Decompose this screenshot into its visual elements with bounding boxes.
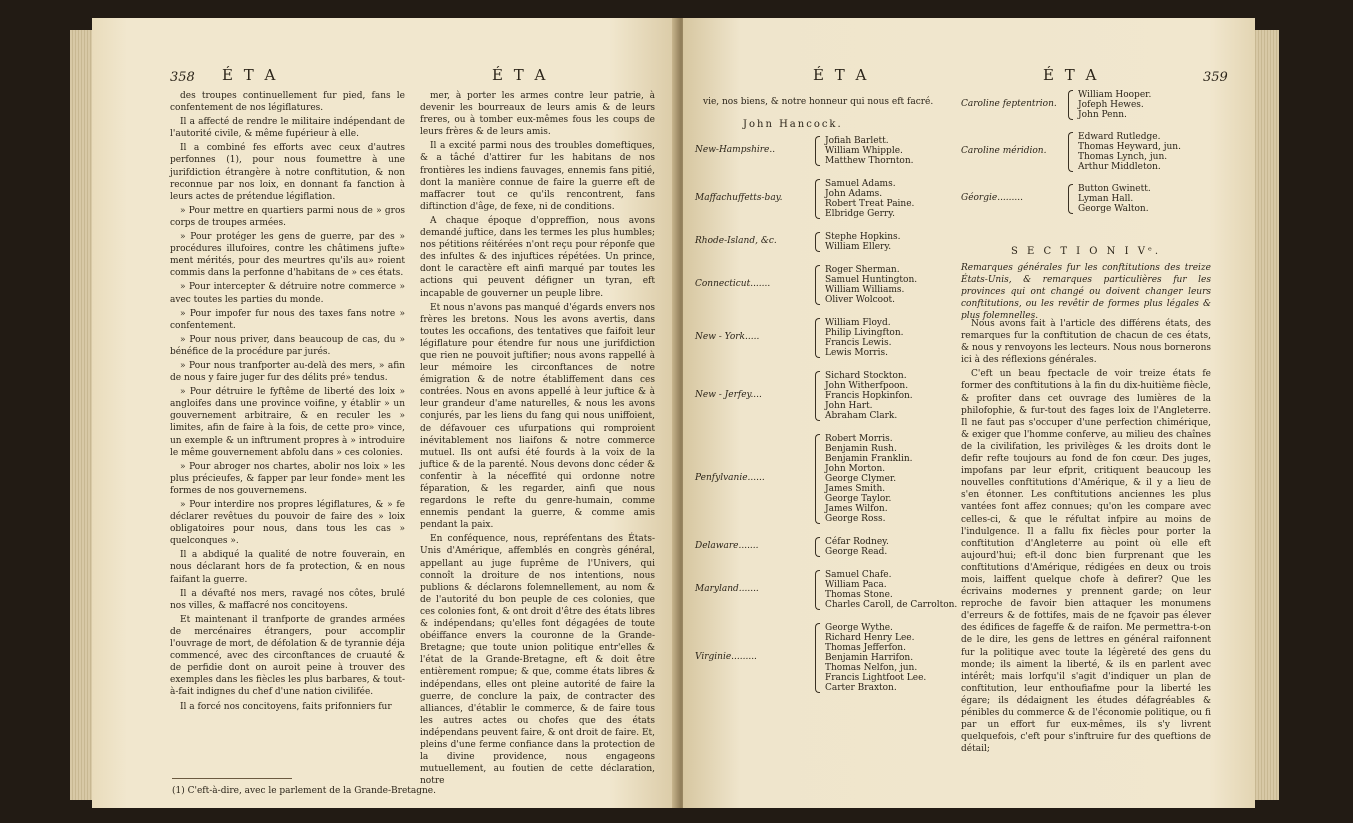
signer-name: George Wythe. [825,623,893,633]
signer-name: Oliver Wolcoot. [825,295,896,305]
signer-name: Samuel Huntington. [825,275,918,285]
signer-name: George Ross. [825,514,886,524]
signer-name: Thomas Jefferfon. [825,643,906,653]
paragraph: A chaque époque d'oppreffion, nous avons demandé juftice, dans les termes les plus humbles; nos pétitions réitérées n'ont reçu pour réponfe que des infultes & des injuftices répétées. Un prince, dont le caractère eft ainfi marqué par toutes les actions qui peuvent défigner un tyran, eft incapable de gouverner un peuple libre. [420,215,655,299]
signer-name: William Whipple. [825,146,903,156]
signer-name: John Witherfpoon. [825,381,909,391]
paragraph: Et nous n'avons pas manqué d'égards envers nos frères les bretons. Nous les avons avertis, dans toutes les occafions, des tentatives que faifoit leur légiflature pour étendre fur nous une jurifdiction que rien ne pouvoit juftifier; nous avons rappellé à leur mémoire les circonftances de notre émigration & de notre établiffement dans ces contrées. Nous en avons appellé à leur juftice & à leur grandeur d'ame naturelles, & nous les avons conjurés, par les liens du fang qui nous uniffoient, de défavouer ces ufurpations qui romproient inévitablement nos liaifons & notre commerce mutuel. Ils ont aufsi été fourds à la voix de la juftice & de la parenté. Nous devons donc céder & confentir à la néceffité qui ordonne notre féparation, & les regarder, ainfi que nous regardons le refte du genre-humain, comme ennemis pendant la guerre, & comme amis pendant la paix. [420,302,655,531]
signer-list [825,265,965,305]
state-name: New - York..... [695,332,760,342]
signer-list [825,570,965,610]
state-name: Penfylvanie...... [695,473,765,483]
signer-name: Edward Rutledge. [1078,132,1161,142]
state-name: Maryland....... [695,584,759,594]
running-header-right-1: É T A [813,66,870,84]
state-name: Delaware....... [695,541,759,551]
state-name: Caroline méridion. [961,146,1047,156]
signer-name: Button Gwinett. [1078,184,1151,194]
right-column-2-text [961,318,1211,757]
brace [815,136,820,166]
signer-list [825,434,965,524]
signer-name: Elbridge Gerry. [825,209,895,219]
signer-name: Stephe Hopkins. [825,232,901,242]
signer-list [825,136,965,166]
paragraph: » Pour nous priver, dans beaucoup de cas, du » bénéfice de la procédure par jurés. [170,334,405,357]
signer-name: Thomas Stone. [825,590,893,600]
paragraph: » Pour impofer fur nous des taxes fans notre » confentement. [170,308,405,331]
signer-name: James Wilfon. [825,504,888,514]
signer-name: Thomas Heyward, jun. [1078,142,1181,152]
footnote: (1) C'eft-à-dire, avec le parlement de la Grande-Bretagne. [172,786,436,796]
page-edges-left [70,30,94,800]
signer-name: Lewis Morris. [825,348,888,358]
paragraph: Et maintenant il tranfporte de grandes armées de mercénaires étrangers, pour accomplir l'ouvrage de mort, de défolation & de tyrannie déja commencé, avec des circonftances de cruauté & de perfidie dont on auroit peine à trouver des exemples dans les fiècles les plus barbares, & tout-à-fait indignes du chef d'une nation civilifée. [170,614,405,698]
running-header-right-2: É T A [1043,66,1100,84]
brace [815,232,820,252]
brace [815,570,820,610]
signer-name: George Read. [825,547,888,557]
left-column-2 [420,90,655,789]
signer-name: Céfar Rodney. [825,537,889,547]
brace [1068,132,1073,172]
signer-name: John Morton. [825,464,886,474]
state-name: Maffachuffetts-bay. [695,193,783,203]
signer-name: Charles Caroll, de Carrolton. [825,600,958,610]
state-name: New-Hampshire.. [695,145,776,155]
running-header-left-2: É T A [492,66,549,84]
signer-name: Robert Treat Paine. [825,199,915,209]
brace [1068,90,1073,120]
signer-name: Jofeph Hewes. [1078,100,1144,110]
paragraph: Il a excité parmi nous des troubles domeftiques, & a tâché d'attirer fur les habitans de nos frontières les indiens fauvages, ennemis fans pitié, dont la manière connue de faire la guerre eft de maffacrer tout ce qu'ils rencontrent, fans diftinction d'âge, de fexe, ni de conditions. [420,141,655,212]
signer-name: Carter Braxton. [825,683,897,693]
signer-name: John Adams. [825,189,883,199]
state-name: Virginie......... [695,652,757,662]
paragraph: des troupes continuellement fur pied, fans le confentement de nos légiflatures. [170,91,405,114]
signer-name: Abraham Clark. [825,411,898,421]
paragraph: Il a forcé nos concitoyens, faits prifonniers fur [180,701,392,712]
state-name: Géorgie......... [961,193,1023,203]
paragraph: » Pour détruire le fyftême de liberté des loix » angloifes dans une province voifine, y établir » un gouvernement arbitraire, & en reculer les » limites, afin de faire à la fois, de cette pro» vince, un exemple & un inftrument propres à » introduire le même gouvernement abfolu dans » ces colonies. [170,387,405,458]
brace [815,623,820,693]
brace [1068,184,1073,214]
signer-name: John Penn. [1078,110,1127,120]
signer-list [825,623,965,693]
state-name: Caroline feptentrion. [961,99,1057,109]
signer-list [825,179,965,219]
signer-name: William Hooper. [1078,90,1152,100]
signer-name: Sichard Stockton. [825,371,907,381]
signer-name: Francis Lewis. [825,338,892,348]
signer-name: Matthew Thornton. [825,156,914,166]
paragraph: » Pour protéger les gens de guerre, par des » procédures illufoires, contre les châtimens jufte» ment mérités, pour des meurtres qu'ils au» roient commis dans la perfonne d'habitans de » ces états. [170,232,405,279]
left-column-1 [170,90,405,715]
signer-name: Roger Sherman. [825,265,900,275]
paragraph: Il a abdiqué la qualité de notre fouverain, en nous déclarant hors de fa protection, & en nous faifant la guerre. [170,550,405,585]
signer-name: William Ellery. [825,242,892,252]
right-page [683,18,1255,808]
paragraph: mer, à porter les armes contre leur patrie, à devenir les bourreaux de leurs amis & de leurs freres, ou à tomber eux-mêmes fous les coups de leurs frères & de leurs amis. [420,91,655,138]
declaration-closing: vie, nos biens, & notre honneur qui nous eft facré. [703,97,934,107]
signer-list [825,318,965,358]
paragraph: » Pour intercepter & détruire notre commerce » avec toutes les parties du monde. [170,282,405,305]
left-page [92,18,680,808]
page-number-right: 359 [1203,70,1228,85]
state-name: New - Jerfey.... [695,390,762,400]
signer-name: Francis Hopkinfon. [825,391,913,401]
signer-name: George Walton. [1078,204,1149,214]
paragraph: » Pour nous tranfporter au-delà des mers, » afin de nous y faire juger fur des délits pré» tendus. [170,360,405,384]
signer-name: William Williams. [825,285,905,295]
signer-list [1078,132,1218,172]
signer-list [1078,90,1218,120]
brace [815,179,820,219]
signer-name: John Hart. [825,401,873,411]
paragraph: » Pour mettre en quartiers parmi nous de » gros corps de troupes armées. [170,205,405,228]
page-edges-right [1253,30,1279,800]
signer-name: Francis Lightfoot Lee. [825,673,927,683]
running-header-left-1: É T A [222,66,279,84]
paragraph: C'eft un beau fpectacle de voir treize états fe former des conftitutions à la fin du dix-huitième fiècle, & profiter dans cet ouvrage des lumières de la philofophie, & fur-tout des fages loix de l'Angleterre. Il ne faut pas s'occuper d'une perfection chimérique, & exiger que l'homme conferve, au milieu des chaînes de la civilifation, les privilèges & les droits dont le defir refte toujours au fond de fon cœur. Des juges, impofans par leur efprit, critiquent beaucoup les nouvelles conftitutions d'Amérique, & il y a lieu de s'en étonner. Les conftitutions anciennes les plus vantées font affez connues; qu'on les compare avec celles-ci, & que le réfultat infpire au moins de l'indulgence. Il a fallu fix fiècles pour porter la conftitution d'Angleterre au point où elle eft aujourd'hui; eft-il donc bien furprenant que les conftitutions d'Amérique, rédigées en deux ou trois mois, laiffent quelque chofe à defirer? Que les écrivains modernes y prennent garde; on leur reproche de favoir bien attaquer les monumens d'erreurs & de fottifes, mais de ne fçavoir pas élever des édifices de fageffe & de raifon. Me permettra-t-on de le dire, les gens de lettres en général raifonnent fur la politique avec toute la légèreté des gens du monde; ils aiment la liberté, & ils en parlent avec intérêt; mais lorfqu'il s'agit d'indiquer un plan de conftitution, leur enthoufiafme pour la liberté les égare; ils dédaignent les études défagréables & pénibles du commerce & de l'économie politique, ou fi par un effort fur eux-mêmes, ils s'y livrent quelquefois, c'eft pour s'inftruire fur des queftions de détail; [961,369,1211,755]
brace [815,318,820,358]
signer-name: Richard Henry Lee. [825,633,915,643]
signer-name: James Smith. [825,484,886,494]
paragraph: En conféquence, nous, repréfentans des États-Unis d'Amérique, affemblés en congrès général, appellant au juge fuprême de l'Univers, qui connoît la droiture de nos intentions, nous publions & déclarons folemnellement, au nom & de l'autorité du bon peuple de ces colonies, que ces colonies font, & ont droit d'être des états libres & indépendans; qu'elles font dégagées de toute obéiffance envers la couronne de la Grande-Bretagne; que toute union politique entr'elles & l'état de la Grande-Bretagne, eft & doit être entièrement rompue; & que, comme états libres & indépendans, elles ont pleine autorité de faire la guerre, de conclure la paix, de contracter des alliances, d'établir le commerce, & de faire tous les autres actes ou chofes que des états indépendans peuvent faire, & ont droit de faire. Et, pleins d'une ferme confiance dans la protection de la divine providence, nous engageons mutuellement, au foutien de cette déclaration, notre [420,534,655,787]
brace [815,371,820,421]
signer-name: Samuel Adams. [825,179,896,189]
signer-name: Jofiah Barlett. [825,136,889,146]
paragraph: Il a combiné fes efforts avec ceux d'autres perfonnes (1), pour nous foumettre à une jurifdiction étrangère à notre conftitution, & non reconnue par nos loix, en donnant fa fanction à leurs actes de prétendue légiflation. [170,143,405,202]
paragraph: » Pour abroger nos chartes, abolir nos loix » les plus précieufes, & fapper par leur fonde» ment les formes de nos gouvernemens. [170,461,405,496]
paragraph: » Pour interdire nos propres légiflatures, & » fe déclarer revêtues du pouvoir de faire des » loix obligatoires pour nous, dans tous les cas » quelconques ». [170,500,405,547]
signer-name: Benjamin Rush. [825,444,897,454]
signer-name: Lyman Hall. [1078,194,1134,204]
signer-name: Thomas Nelfon, jun. [825,663,918,673]
page-number-left: 358 [170,70,195,85]
signer-name: Philip Livingfton. [825,328,904,338]
signer-name: Benjamin Franklin. [825,454,913,464]
footnote-rule [172,778,292,779]
signer-head: John Hancock. [743,119,843,130]
signer-name: Arthur Middleton. [1078,162,1161,172]
state-name: Rhode-Island, &c. [695,236,777,246]
state-name: Connecticut....... [695,279,771,289]
paragraph: Il a affecté de rendre le militaire indépendant de l'autorité civile, & même fupérieur à elle. [170,117,405,140]
signer-name: George Clymer. [825,474,897,484]
section-title: S E C T I O N I Vᵉ. [1010,246,1162,257]
paragraph: Nous avons fait à l'article des différens états, des remarques fur la conftitution de chacun de ces états, & nous y renvoyons les lecteurs. Nous nous bornerons ici à des réflexions générales. [961,319,1211,366]
section-subtitle: Remarques générales fur les conftitutions des treize États-Unis, & remarques particulières fur les provinces qui ont changé ou doivent changer leurs conftitutions, ou les revêtir de formes plus légales & plus folemnelles. [961,263,1211,322]
brace [815,265,820,305]
brace [815,537,820,557]
paragraph: Il a dévafté nos mers, ravagé nos côtes, brulé nos villes, & maffacré nos concitoyens. [170,588,405,611]
signer-list [825,232,965,252]
signer-name: George Taylor. [825,494,892,504]
signer-name: William Floyd. [825,318,891,328]
signer-name: Benjamin Harrifon. [825,653,914,663]
signer-list [1078,184,1218,214]
brace [815,434,820,524]
signer-list [825,371,965,421]
signer-name: William Paca. [825,580,887,590]
signer-name: Thomas Lynch, jun. [1078,152,1168,162]
signer-list [825,537,965,557]
signer-name: Samuel Chafe. [825,570,892,580]
signer-name: Robert Morris. [825,434,893,444]
